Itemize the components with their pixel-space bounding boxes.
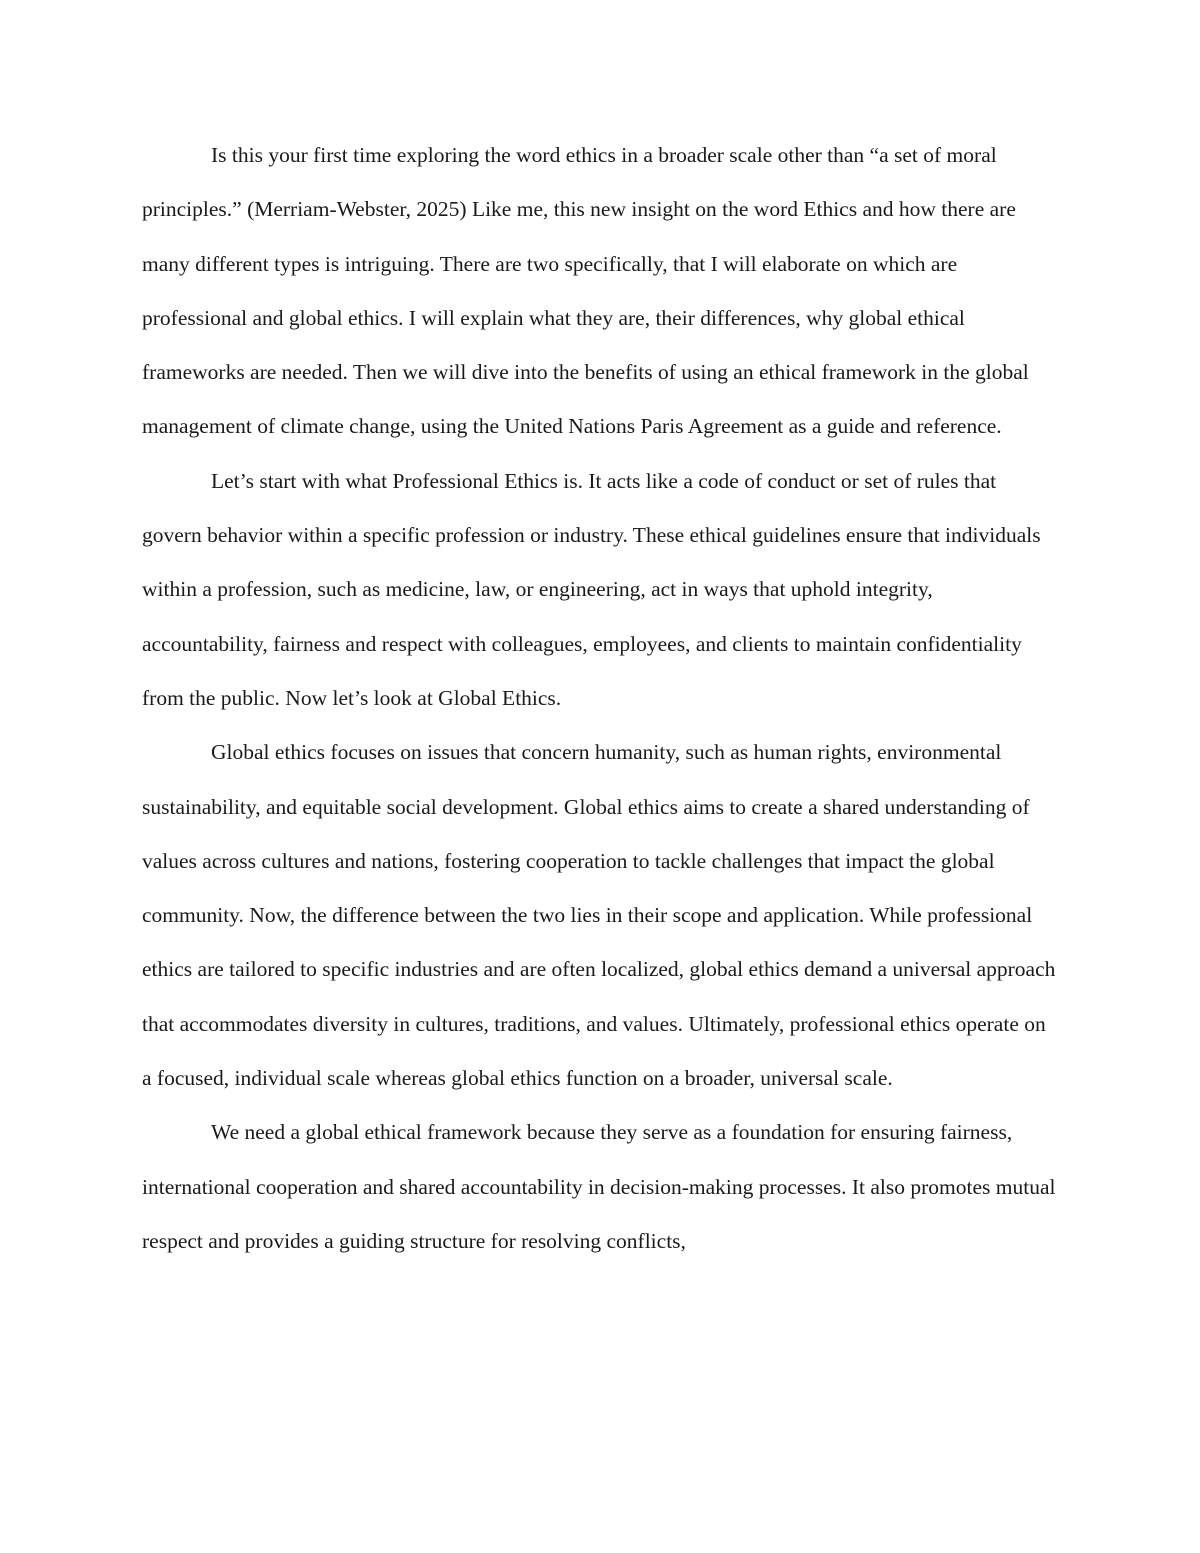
paragraph-professional-ethics: Let’s start with what Professional Ethics is. It acts like a code of conduct or set of rules that govern behavior within a specific profession or industry. These ethical guidelines ensure that individuals within a profession, such as medicine, law, or engineering, act in ways that uphold integrity, accountability, fairness and respect with colleagues, employees, and clients to maintain confidentiality from the public. Now let’s look at Global Ethics. bbox=[142, 468, 1041, 710]
paragraph-intro: Is this your first time exploring the word ethics in a broader scale other than “a set of moral principles.” (Merriam-Webster, 2025) Like me, this new insight on the word Ethics and how there are many different types is intriguing. There are two specifically, that I will elaborate on which are professional and global ethics. I will explain what they are, their differences, why global ethical frameworks are needed. Then we will dive into the benefits of using an ethical framework in the global management of climate change, using the United Nations Paris Agreement as a guide and reference. bbox=[142, 143, 1029, 439]
paragraph-global-ethics: Global ethics focuses on issues that concern humanity, such as human rights, environmental sustainability, and equitable social development. Global ethics aims to create a shared understanding of values across cultures and nations, fostering cooperation to tackle challenges that impact the global community. Now, the difference between the two lies in their scope and application. While professional ethics are tailored to specific industries and are often localized, global ethics demand a universal approach that accommodates diversity in cultures, traditions, and values. Ultimately, professional ethics operate on a focused, individual scale whereas global ethics function on a broader, universal scale. bbox=[142, 740, 1056, 1091]
paragraph-global-framework: We need a global ethical framework because they serve as a foundation for ensuring fairness, international cooperation and shared accountability in decision-making processes. It also promotes mutual respect and provides a guiding structure for resolving conflicts, bbox=[142, 1120, 1056, 1253]
